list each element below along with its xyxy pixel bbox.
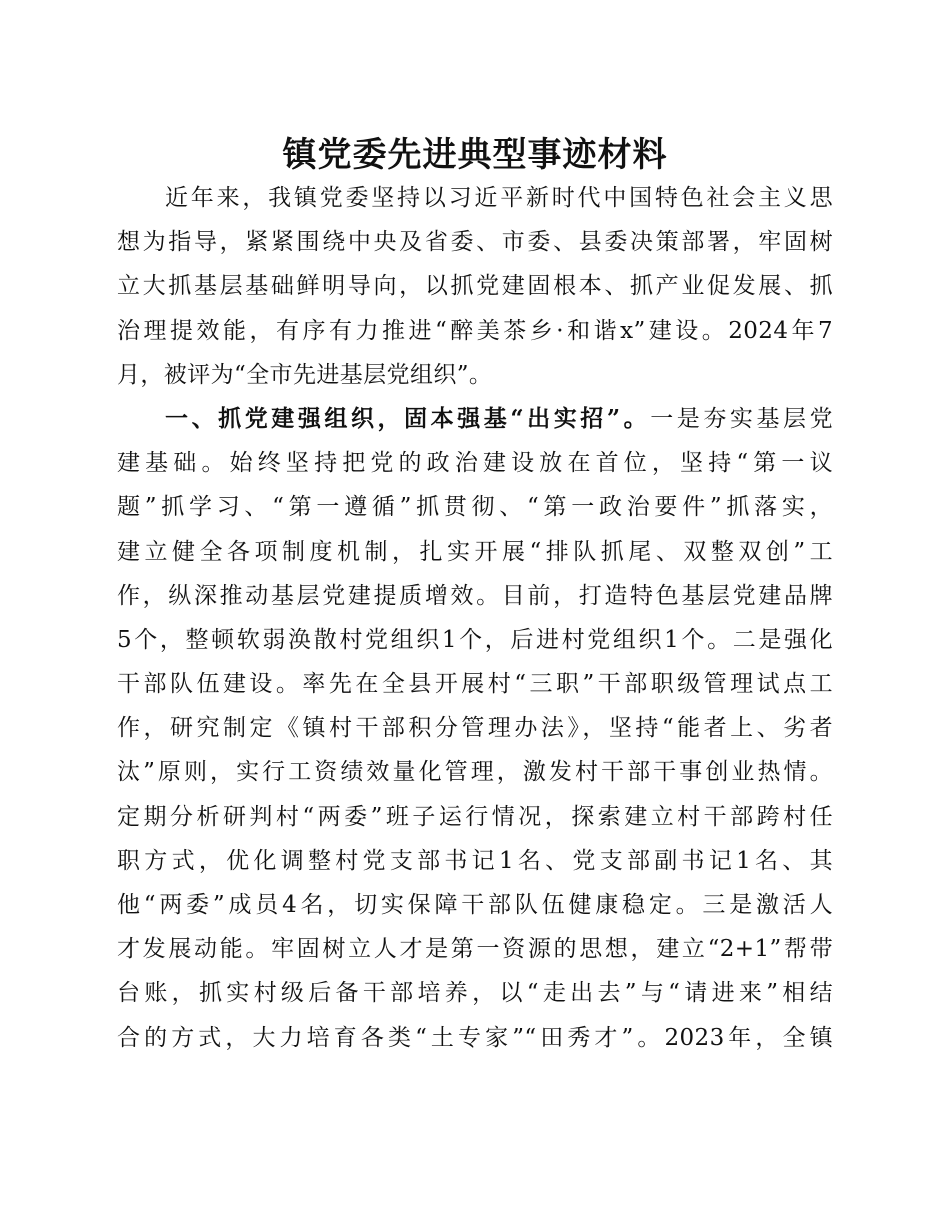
text-line: 建立健全各项制度机制，扎实开展“排队抓尾、双整双创”工 bbox=[117, 538, 833, 565]
text-line: 近年来，我镇党委坚持以习近平新时代中国特色社会主义思 bbox=[165, 185, 833, 211]
text-line: 想为指导，紧紧围绕中央及省委、市委、县委决策部署，牢固树 bbox=[117, 229, 833, 256]
text-line: 才发展动能。牢固树立人才是第一资源的思想，建立“2+1”帮带 bbox=[117, 936, 833, 963]
text-line: 台账，抓实村级后备干部培养，以“走出去”与“请进来”相结 bbox=[117, 980, 833, 1007]
text-line: 他“两委”成员4名，切实保障干部队伍健康稳定。三是激活人 bbox=[117, 892, 833, 918]
text-line: 5个，整顿软弱涣散村党组织1个，后进村党组织1个。二是强化 bbox=[117, 626, 833, 653]
paragraph-section-one bbox=[117, 397, 833, 1060]
document-title: 镇党委先进典型事迹材料 bbox=[282, 135, 668, 175]
text-line: 题”抓学习、“第一遵循”抓贯彻、“第一政治要件”抓落实， bbox=[117, 494, 833, 521]
text-line: 合的方式，大力培育各类“土专家”“田秀才”。2023年，全镇 bbox=[117, 1024, 833, 1051]
paragraph-intro bbox=[117, 176, 833, 397]
document-body bbox=[117, 176, 833, 1060]
text-line: 作，纵深推动基层党建提质增效。目前，打造特色基层党建品牌 bbox=[117, 582, 833, 609]
text-line: 作，研究制定《镇村干部积分管理办法》，坚持“能者上、劣者 bbox=[117, 715, 833, 742]
text-line: 月，被评为“全市先进基层党组织”。 bbox=[117, 361, 493, 388]
text-line: 汰”原则，实行工资绩效量化管理，激发村干部干事创业热情。 bbox=[117, 759, 833, 786]
text-line bbox=[117, 397, 833, 441]
text-line: 治理提效能，有序有力推进“醉美茶乡·和谐x”建设。2024年7 bbox=[117, 317, 833, 344]
section-heading: 一、抓党建强组织，固本强基“出实招”。 bbox=[165, 404, 651, 432]
text-line: 立大抓基层基础鲜明导向，以抓党建固根本、抓产业促发展、抓 bbox=[117, 273, 833, 300]
text-fragment: 一是夯实基层党 bbox=[650, 405, 833, 432]
text-line: 建基础。始终坚持把党的政治建设放在首位，坚持“第一议 bbox=[117, 450, 833, 477]
text-line: 干部队伍建设。率先在全县开展村“三职”干部职级管理试点工 bbox=[117, 671, 833, 698]
text-line: 定期分析研判村“两委”班子运行情况，探索建立村干部跨村任 bbox=[117, 803, 833, 830]
text-line: 职方式，优化调整村党支部书记1名、党支部副书记1名、其 bbox=[117, 847, 833, 874]
